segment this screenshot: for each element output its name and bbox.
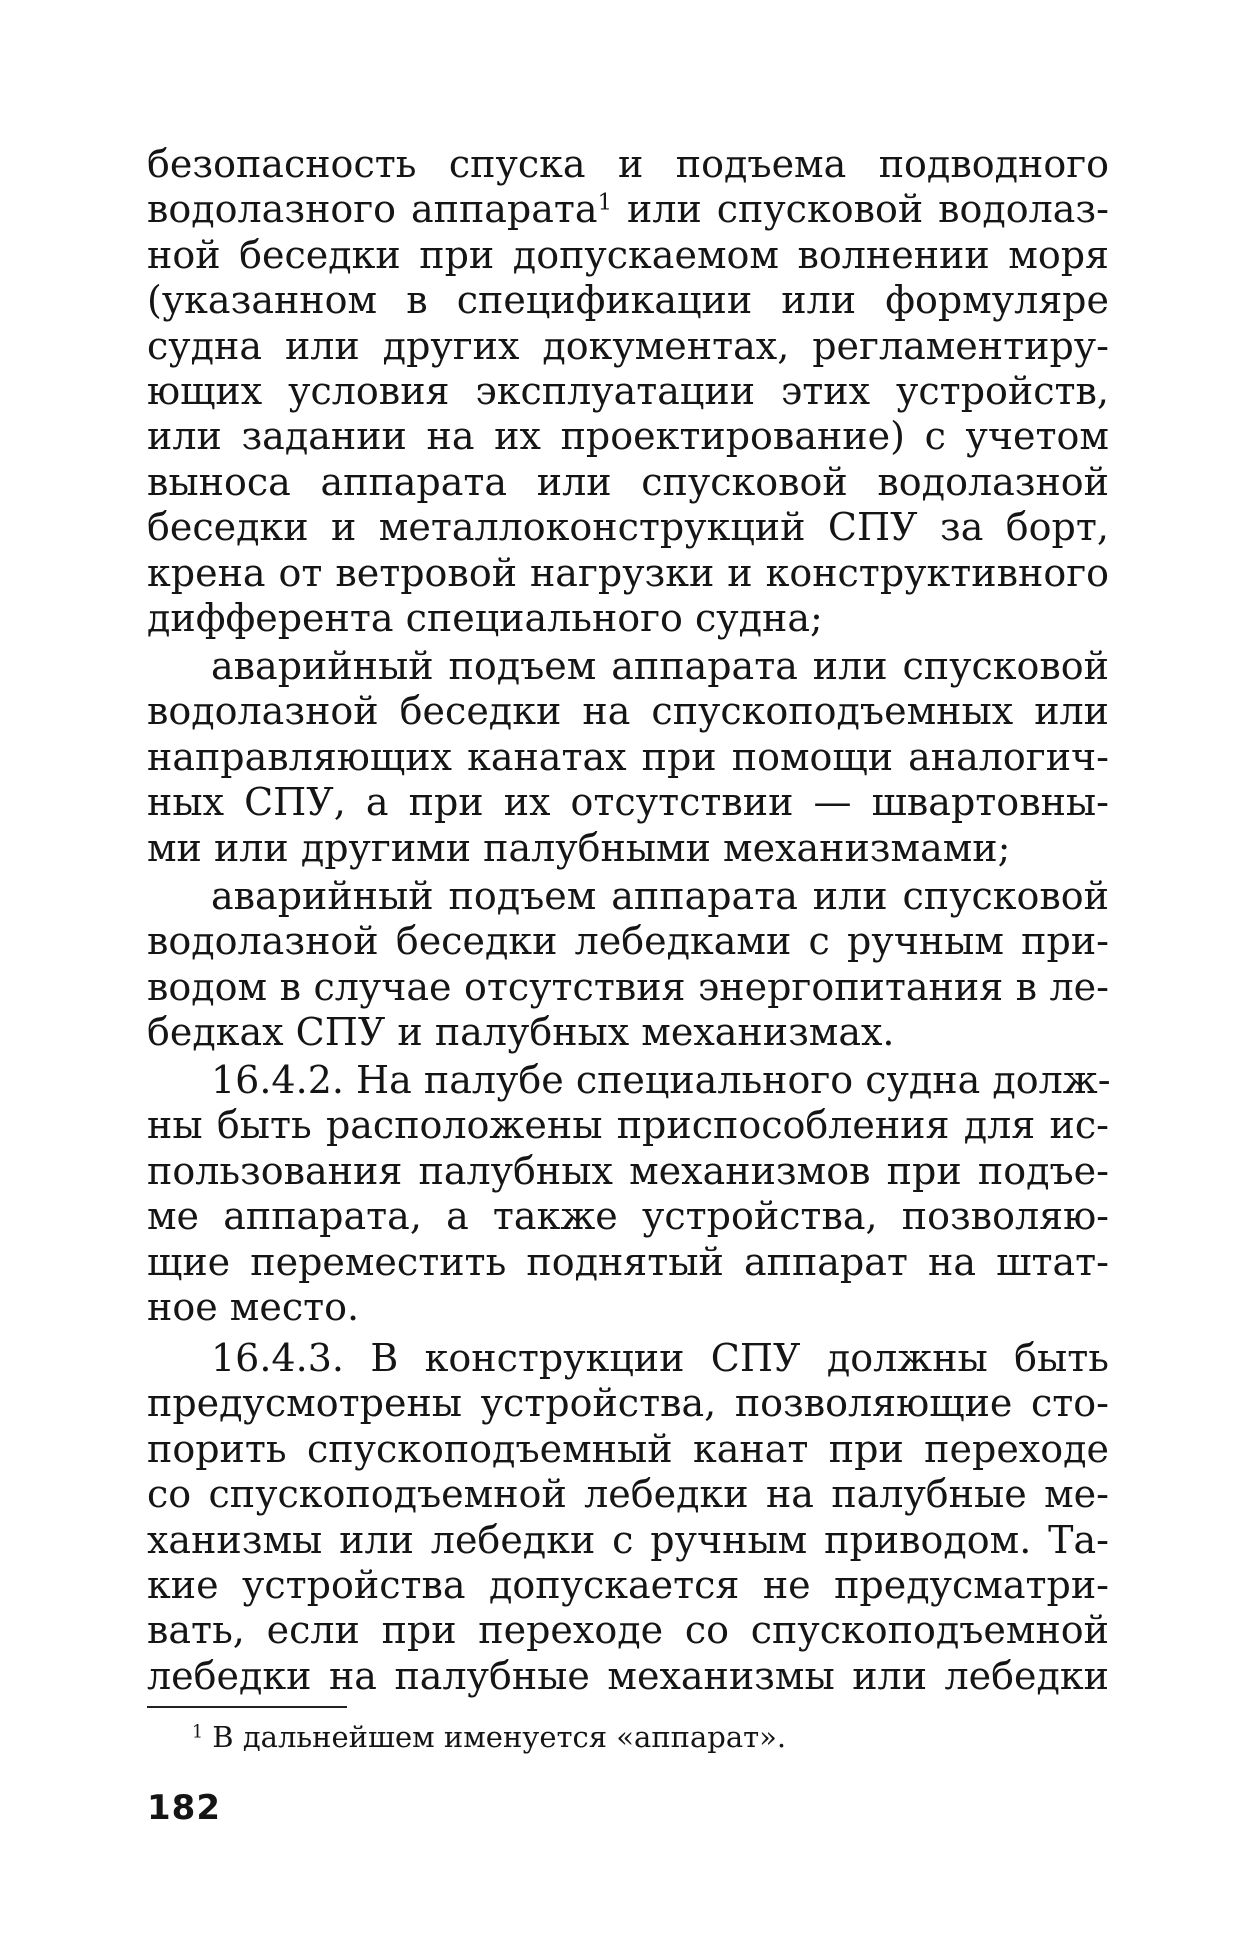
text-line: водолазной беседки на спускоподъемных или: [147, 689, 1109, 734]
paragraph: [147, 874, 1109, 1056]
text-line: вать, если при переходе со спускоподъемной: [147, 1608, 1109, 1653]
text-line: предусмотрены устройства, позволяющие сто-: [147, 1381, 1109, 1426]
text-line: судна или других документах, регламентиру-: [147, 323, 1109, 368]
text-line: ны быть расположены приспособления для ис-: [147, 1103, 1109, 1148]
paragraph-16-4-2: [147, 1058, 1109, 1330]
text-line: ме аппарата, а также устройства, позволяю-: [147, 1194, 1109, 1239]
text-line: (указанном в спецификации или формуляре: [147, 278, 1109, 323]
text-line: 16.4.2. На палубе специального судна долж-: [211, 1058, 1111, 1102]
text-line: со спускоподъемной лебедки на палубные ме-: [147, 1472, 1109, 1517]
text-fragment: водолазного аппарата: [147, 187, 598, 232]
footnote-text: В дальнейшем именуется «аппарат».: [212, 1720, 787, 1754]
footnote: [192, 1717, 786, 1757]
text-line: ми или другими палубными механизмами;: [147, 825, 1011, 870]
text-line: ющих условия эксплуатации этих устройств,: [147, 368, 1109, 413]
text-line: водолазной беседки лебедками с ручным при-: [147, 919, 1109, 964]
text-line: безопасность спуска и подъема подводного: [147, 142, 1109, 186]
text-line-with-footnote-ref: [147, 187, 1109, 232]
paragraph: [147, 644, 1109, 871]
text-line: водом в случае отсутствия энергопитания в ле-: [147, 964, 1109, 1009]
text-line: лебедки на палубные механизмы или лебедки: [147, 1653, 1109, 1698]
text-line: выноса аппарата или спусковой водолазной: [147, 459, 1109, 504]
text-line: пользования палубных механизмов при подъе-: [147, 1148, 1109, 1193]
page-number: 182: [147, 1788, 221, 1828]
footnote-mark: 1: [192, 1722, 204, 1743]
text-line: беседки и металлоконструкций СПУ за борт,: [147, 505, 1109, 550]
text-line: аварийный подъем аппарата или спусковой: [211, 874, 1109, 918]
text-line: или задании на их проектирование) с учетом: [147, 414, 1109, 459]
text-line: ное место.: [147, 1284, 360, 1329]
text-line: ной беседки при допускаемом волнении моря: [147, 232, 1109, 277]
text-line: кие устройства допускается не предусматри-: [147, 1562, 1109, 1607]
text-line: ных СПУ, а при их отсутствии — швартовны-: [147, 780, 1109, 825]
text-line: порить спускоподъемный канат при переходе: [147, 1426, 1109, 1471]
paragraph-16-4-3: [147, 1336, 1109, 1699]
text-line: бедках СПУ и палубных механизмах.: [147, 1010, 895, 1055]
text-line: 16.4.3. В конструкции СПУ должны быть: [211, 1336, 1109, 1380]
footnote-divider: [147, 1706, 347, 1708]
text-line: дифферента специального судна;: [147, 595, 823, 640]
text-fragment: или спусковой водолаз-: [612, 187, 1109, 232]
paragraph-continuation: [147, 142, 1109, 641]
text-line: крена от ветровой нагрузки и конструктивного: [147, 550, 1109, 595]
text-line: ханизмы или лебедки с ручным приводом. Та-: [147, 1517, 1109, 1562]
footnote-reference: 1: [597, 189, 613, 216]
text-line: аварийный подъем аппарата или спусковой: [211, 644, 1109, 688]
text-line: направляющих канатах при помощи аналогич-: [147, 734, 1109, 779]
text-line: щие переместить поднятый аппарат на штат-: [147, 1239, 1109, 1284]
